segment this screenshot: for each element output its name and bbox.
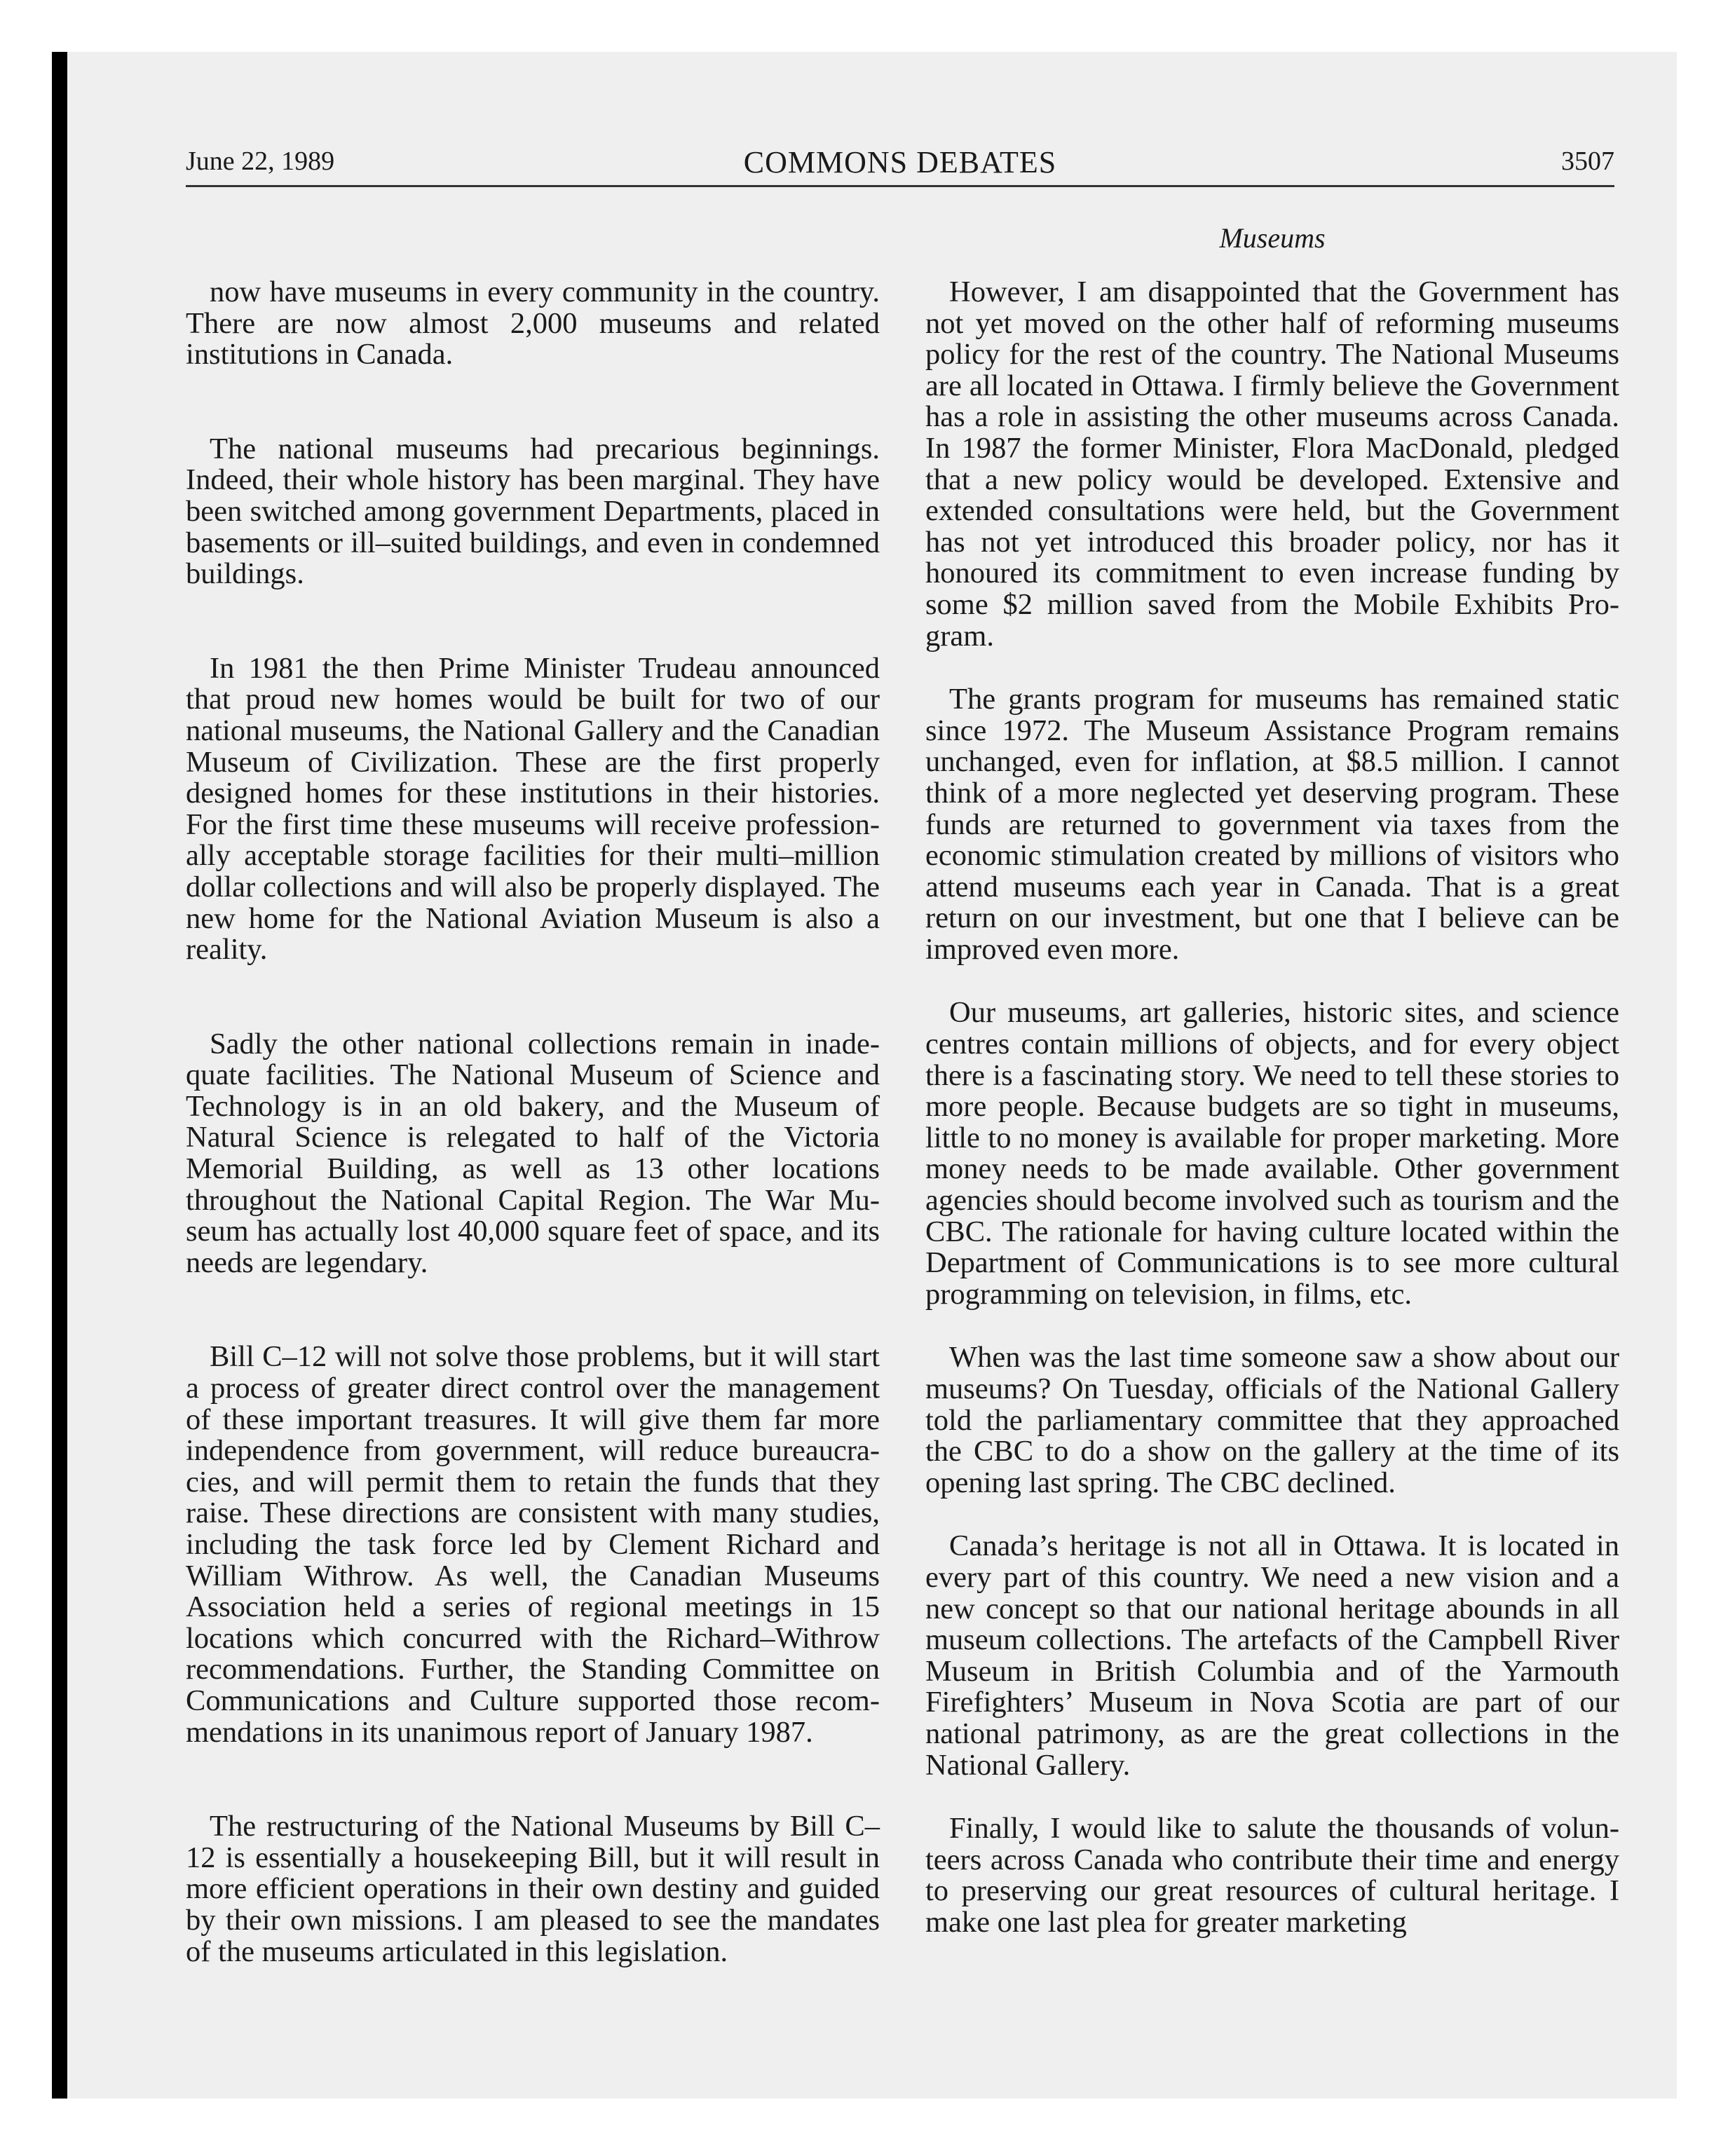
paragraph: The national museums had precarious beginnings. Indeed, their whole history has been marginal. They have been switched among government Departments, placed in basements or ill–suited buildings, and even in condemned buildings. [186,432,880,591]
paragraph: Canada’s heritage is not all in Ottawa. It is located in every part of this country. We need a new vision and a new concept so that our national heritage abounds in all museum collections. The artefacts of the Campbell River Museum in British Columbia and of the Yarmouth Firefighters’ Museum in Nova Scotia are part of our national patrimony, as are the great collections in the National Gallery. [925,1529,1619,1782]
paragraph: The grants program for museums has remained static since 1972. The Museum Assistance Program remains unchanged, even for inflation, at $8.5 million. I cannot think of a more neglected yet deserving program. These funds are returned to government via taxes from the economic stimulation created by millions of visitors who attend museums each year in Canada. That is a great return on our investment, but one that I believe can be improved even more. [925,683,1619,966]
paragraph: Our museums, art galleries, historic sites, and science centres contain millions of objects, and for every object there is a fascinating story. We need to tell these stories to more people. Because budgets are so tight in museums, little to no money is available for proper marketing. More money needs to be made available. Other government agencies should become involved such as tourism and the CBC. The rationale for having culture located within the Department of Communications is to see more cultural programming on television, in films, etc. [925,996,1619,1311]
paragraph: However, I am disappointed that the Government has not yet moved on the other half of reforming museums policy for the rest of the country. The National Museums are all located in Ottawa. I firmly believe the Government has a role in assisting the other museums across Canada. In 1987 the former Minister, Flora MacDonald, pledged that a new policy would be developed. Extensive and extended consultations were held, but the Government has not yet introduced this broader policy, nor has it honoured its commitment to even increase funding by some $2 million saved from the Mobile Exhibits Program. [925,275,1619,653]
running-head [186,144,1614,186]
header-publication: COMMONS DEBATES [743,145,1057,179]
paragraph: Bill C–12 will not solve those problems, but it will start a process of greater direct control over the management of these important treasures. It will give them far more independence from government, will reduce bureaucracies, and will permit them to retain the funds that they raise. These directions are consistent with many studies, including the task force led by Clement Richard and William Withrow. As well, the Canadian Museums Association held a series of regional meetings in 15 locations which concurred with the Richard–Withrow recommendations. Further, the Standing Committee on Communications and Culture supported those recommendations in its unanimous report of January 1987. [186,1340,880,1749]
header-page-number: 3507 [1561,146,1614,176]
paragraph: When was the last time someone saw a show about our museums? On Tuesday, officials of the National Gallery told the parliamentary committee that they approached the CBC to do a show on the gallery at the time of its opening last spring. The CBC declined. [925,1341,1619,1499]
paragraph: In 1981 the then Prime Minister Trudeau announced that proud new homes would be built for two of our national museums, the National Gallery and the Canadian Museum of Civilization. These are the first properly designed homes for these institutions in their histories. For the first time these museums will receive professionally acceptable storage facilities for their multi–million dollar collections and will also be properly displayed. The new home for the National Aviation Museum is also a reality. [186,651,880,967]
header-rule [186,185,1614,187]
header-date: June 22, 1989 [186,146,335,176]
paragraph: now have museums in every community in the country. There are now almost 2,000 museums and related institutions in Canada. [186,275,880,371]
paragraph: The restructuring of the National Museums by Bill C–12 is essentially a housekeeping Bill, but it will result in more efficient operations in their own destiny and guided by their own missions. I am pleased to see the mandates of the museums articulated in this legislation. [186,1810,880,1968]
section-heading: Museums [1219,222,1326,254]
binding-edge [52,52,67,2099]
left-column [186,277,880,1967]
right-column [925,277,1619,1939]
paragraph: Sadly the other national collections remain in inadequate facilities. The National Museum of Science and Technology is in an old bakery, and the Museum of Natural Science is relegated to half of the Victoria Memorial Building, as well as 13 other locations throughout the National Capital Region. The War Museum has actually lost 40,000 square feet of space, and its needs are legendary. [186,1027,880,1279]
paragraph: Finally, I would like to salute the thousands of volunteers across Canada who contribute their time and energy to preserving our great resources of cultural heritage. I make one last plea for greater marketing [925,1812,1619,1939]
